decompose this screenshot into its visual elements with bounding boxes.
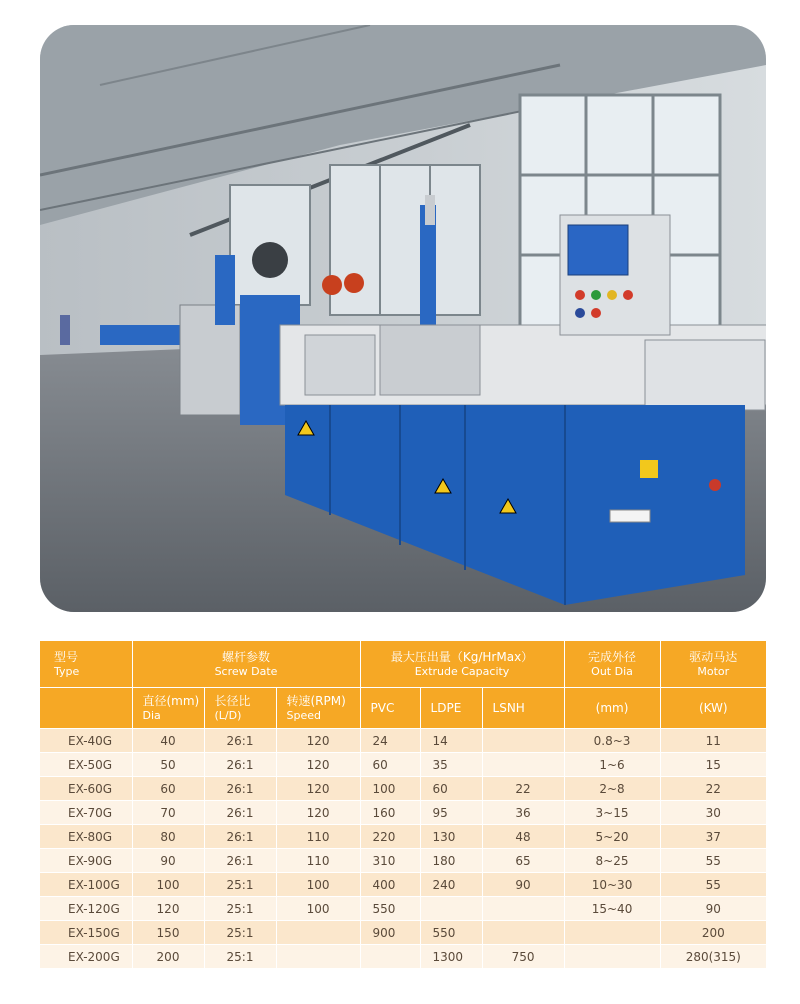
cell-speed: 120 [276, 753, 360, 777]
specification-table [40, 641, 766, 969]
cell-dia: 90 [132, 849, 204, 873]
cell-ld: 26:1 [204, 729, 276, 753]
subheader-kw: (KW) [660, 688, 766, 729]
subheader-blank [40, 688, 132, 729]
table-row [40, 801, 766, 825]
cell-ldpe: 60 [420, 777, 482, 801]
cell-pvc: 100 [360, 777, 420, 801]
cell-ldpe: 14 [420, 729, 482, 753]
header-out-dia: 完成外径 Out Dia [564, 641, 660, 688]
cell-model: EX-120G [40, 897, 132, 921]
cell-pvc [360, 945, 420, 969]
cell-speed [276, 921, 360, 945]
table-row [40, 753, 766, 777]
cell-ldpe [420, 897, 482, 921]
cell-lsnh: 48 [482, 825, 564, 849]
cell-dia: 120 [132, 897, 204, 921]
cell-pvc: 24 [360, 729, 420, 753]
cell-model: EX-200G [40, 945, 132, 969]
cell-motor: 30 [660, 801, 766, 825]
cell-pvc: 550 [360, 897, 420, 921]
cell-motor: 90 [660, 897, 766, 921]
cell-dia: 200 [132, 945, 204, 969]
cell-speed: 110 [276, 849, 360, 873]
header-screw-data: 螺杆参数 Screw Date [132, 641, 360, 688]
cell-ldpe: 1300 [420, 945, 482, 969]
cell-model: EX-40G [40, 729, 132, 753]
subheader-speed: 转速(RPM) Speed [276, 688, 360, 729]
cell-motor: 200 [660, 921, 766, 945]
cell-model: EX-80G [40, 825, 132, 849]
cell-model: EX-70G [40, 801, 132, 825]
cell-speed: 100 [276, 897, 360, 921]
subheader-ldpe: LDPE [420, 688, 482, 729]
cell-dia: 40 [132, 729, 204, 753]
cell-ld: 26:1 [204, 825, 276, 849]
cell-dia: 60 [132, 777, 204, 801]
cell-motor: 55 [660, 873, 766, 897]
cell-model: EX-60G [40, 777, 132, 801]
cell-dia: 80 [132, 825, 204, 849]
header-row-primary [40, 641, 766, 688]
cell-pvc: 310 [360, 849, 420, 873]
cell-ld: 26:1 [204, 777, 276, 801]
cell-out-dia: 2~8 [564, 777, 660, 801]
cell-speed: 100 [276, 873, 360, 897]
cell-dia: 150 [132, 921, 204, 945]
cell-ld: 26:1 [204, 849, 276, 873]
cell-dia: 70 [132, 801, 204, 825]
cell-out-dia [564, 921, 660, 945]
cell-out-dia: 3~15 [564, 801, 660, 825]
cell-ldpe: 35 [420, 753, 482, 777]
header-extrude-capacity: 最大压出量（Kg/HrMax） Extrude Capacity [360, 641, 564, 688]
cell-model: EX-100G [40, 873, 132, 897]
table-row [40, 849, 766, 873]
cell-out-dia: 15~40 [564, 897, 660, 921]
cell-speed: 120 [276, 777, 360, 801]
cell-lsnh: 36 [482, 801, 564, 825]
cell-speed: 120 [276, 801, 360, 825]
table-row [40, 825, 766, 849]
factory-production-line-photo [40, 25, 766, 612]
table-body [40, 729, 766, 969]
cell-dia: 50 [132, 753, 204, 777]
cell-motor: 11 [660, 729, 766, 753]
cell-lsnh [482, 753, 564, 777]
table-row [40, 921, 766, 945]
cell-pvc: 160 [360, 801, 420, 825]
subheader-mm: (mm) [564, 688, 660, 729]
table-row [40, 897, 766, 921]
cell-ldpe: 130 [420, 825, 482, 849]
cell-out-dia: 8~25 [564, 849, 660, 873]
cell-ld: 26:1 [204, 753, 276, 777]
table-row [40, 945, 766, 969]
cell-ldpe: 240 [420, 873, 482, 897]
cell-lsnh [482, 729, 564, 753]
cell-out-dia [564, 945, 660, 969]
cell-lsnh: 750 [482, 945, 564, 969]
cell-model: EX-50G [40, 753, 132, 777]
cell-out-dia: 0.8~3 [564, 729, 660, 753]
cell-motor: 22 [660, 777, 766, 801]
cell-ldpe: 550 [420, 921, 482, 945]
table-row [40, 873, 766, 897]
cell-lsnh: 65 [482, 849, 564, 873]
cell-speed [276, 945, 360, 969]
subheader-lsnh: LSNH [482, 688, 564, 729]
cell-ld: 25:1 [204, 873, 276, 897]
cell-ldpe: 95 [420, 801, 482, 825]
cell-ld: 26:1 [204, 801, 276, 825]
header-motor: 驱动马达 Motor [660, 641, 766, 688]
header-type: 型号 Type [40, 641, 132, 688]
cell-ld: 25:1 [204, 945, 276, 969]
cell-ld: 25:1 [204, 897, 276, 921]
cell-lsnh: 22 [482, 777, 564, 801]
cell-lsnh [482, 921, 564, 945]
cell-model: EX-150G [40, 921, 132, 945]
cell-pvc: 900 [360, 921, 420, 945]
cell-motor: 15 [660, 753, 766, 777]
cell-ld: 25:1 [204, 921, 276, 945]
cell-speed: 110 [276, 825, 360, 849]
cell-pvc: 60 [360, 753, 420, 777]
table-row [40, 777, 766, 801]
cell-motor: 37 [660, 825, 766, 849]
cell-out-dia: 1~6 [564, 753, 660, 777]
cell-motor: 55 [660, 849, 766, 873]
cell-lsnh [482, 897, 564, 921]
header-row-secondary [40, 688, 766, 729]
cell-dia: 100 [132, 873, 204, 897]
subheader-dia: 直径(mm) Dia [132, 688, 204, 729]
cell-pvc: 220 [360, 825, 420, 849]
cell-ldpe: 180 [420, 849, 482, 873]
subheader-pvc: PVC [360, 688, 420, 729]
subheader-ld: 长径比 (L/D) [204, 688, 276, 729]
cell-speed: 120 [276, 729, 360, 753]
cell-model: EX-90G [40, 849, 132, 873]
cell-motor: 280(315) [660, 945, 766, 969]
cell-lsnh: 90 [482, 873, 564, 897]
cell-out-dia: 5~20 [564, 825, 660, 849]
cell-pvc: 400 [360, 873, 420, 897]
table-row [40, 729, 766, 753]
cell-out-dia: 10~30 [564, 873, 660, 897]
